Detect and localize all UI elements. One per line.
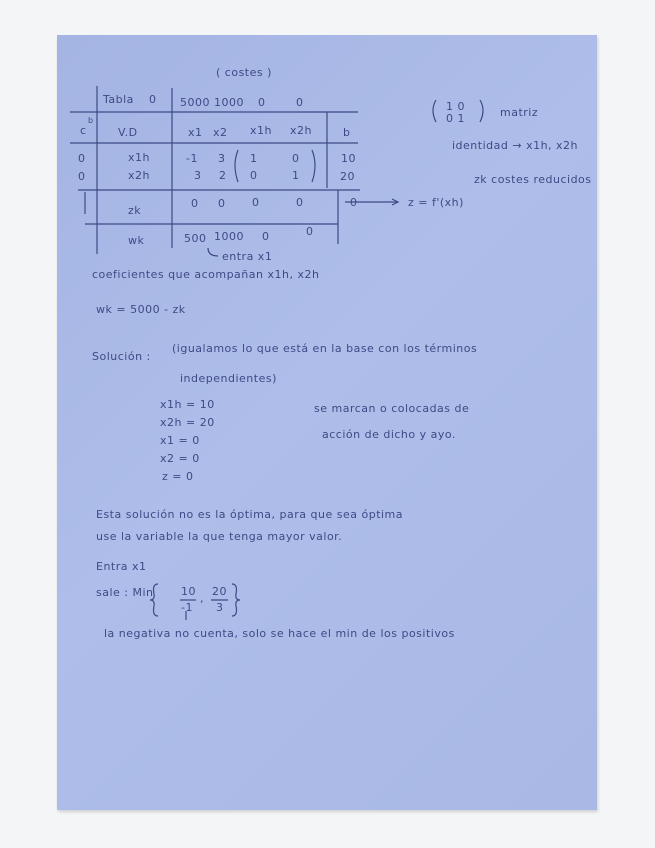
- header-x1h: x1h: [250, 124, 272, 137]
- solucion-text: (igualamos lo que está en la base con los términos: [172, 342, 478, 355]
- header-cb: c: [80, 124, 87, 137]
- header-rhs: b: [343, 126, 351, 139]
- header-vb: V.D: [118, 126, 138, 139]
- wk-v3: 0: [262, 230, 270, 243]
- tabla-label: Tabla: [103, 93, 134, 106]
- header-cb-sup: b: [88, 116, 94, 125]
- wk-v2: 1000: [214, 230, 244, 243]
- solucion-text2: independientes): [180, 372, 277, 385]
- wk-v1: 500: [184, 232, 207, 245]
- row2-v4: 1: [292, 169, 300, 182]
- row1-v2: 3: [218, 152, 226, 165]
- frac-comma: ,: [200, 592, 204, 605]
- solucion-title: Solución :: [92, 350, 151, 363]
- last-line: la negativa no cuenta, solo se hace el min de los positivos: [104, 627, 455, 640]
- sol-note1: se marcan o colocadas de: [314, 402, 470, 415]
- tabla-value: 0: [149, 93, 157, 106]
- zk-v3: 0: [252, 196, 260, 209]
- identidad-note: identidad → x1h, x2h: [452, 139, 579, 152]
- row1-v3: 1: [250, 152, 258, 165]
- frac1-num: 10: [181, 585, 196, 598]
- sol-x2: x2 = 0: [160, 452, 200, 465]
- header-x2: x2: [213, 126, 228, 139]
- cost-2: 1000: [214, 96, 244, 109]
- coef-note: coeficientes que acompañan x1h, x2h: [92, 268, 320, 281]
- z-formula: z = f'(xh): [408, 196, 464, 209]
- esta-line1: Esta solución no es la óptima, para que sea óptima: [96, 508, 404, 521]
- zk-label: zk: [128, 204, 142, 217]
- esta-line2: use la variable la que tenga mayor valor.: [96, 530, 343, 543]
- row1-cb: 0: [78, 152, 86, 165]
- matrix-row2: 0 1: [446, 112, 465, 125]
- row2-v1: 3: [194, 169, 202, 182]
- entra-label: entra x1: [222, 250, 273, 263]
- row1-vb: x1h: [128, 151, 150, 164]
- frac2-den: 3: [216, 601, 224, 614]
- sol-x1h: x1h = 10: [160, 398, 215, 411]
- cost-3: 0: [258, 96, 266, 109]
- matrix-row1: 1 0: [446, 100, 465, 113]
- zk-v1: 0: [191, 197, 199, 210]
- frac2-num: 20: [212, 585, 227, 598]
- zk-note: zk costes reducidos: [474, 173, 592, 186]
- costes-title: ( costes ): [216, 66, 272, 79]
- frac1-den: -1: [181, 601, 193, 614]
- header-x2h: x2h: [290, 124, 312, 137]
- sale-line: sale : Min: [96, 586, 154, 599]
- wk-label: wk: [128, 234, 145, 247]
- header-x1: x1: [188, 126, 203, 139]
- wk-formula: wk = 5000 - zk: [96, 303, 186, 316]
- row2-rhs: 20: [340, 170, 355, 183]
- zk-v4: 0: [296, 196, 304, 209]
- entra-line: Entra x1: [96, 560, 147, 573]
- cost-4: 0: [296, 96, 304, 109]
- wk-v4: 0: [306, 225, 314, 238]
- row2-cb: 0: [78, 170, 86, 183]
- matrix-label: matriz: [500, 106, 539, 119]
- row1-rhs: 10: [341, 152, 356, 165]
- sol-z: z = 0: [162, 470, 194, 483]
- zk-v2: 0: [218, 197, 226, 210]
- sol-x1: x1 = 0: [160, 434, 200, 447]
- row2-v3: 0: [250, 169, 258, 182]
- zk-rhs: 0: [350, 196, 358, 209]
- row1-v1: -1: [186, 152, 198, 165]
- cost-1: 5000: [180, 96, 210, 109]
- row2-vb: x2h: [128, 169, 150, 182]
- row1-v4: 0: [292, 152, 300, 165]
- row2-v2: 2: [219, 169, 227, 182]
- sol-x2h: x2h = 20: [160, 416, 215, 429]
- sol-note2: acción de dicho y ayo.: [322, 428, 456, 441]
